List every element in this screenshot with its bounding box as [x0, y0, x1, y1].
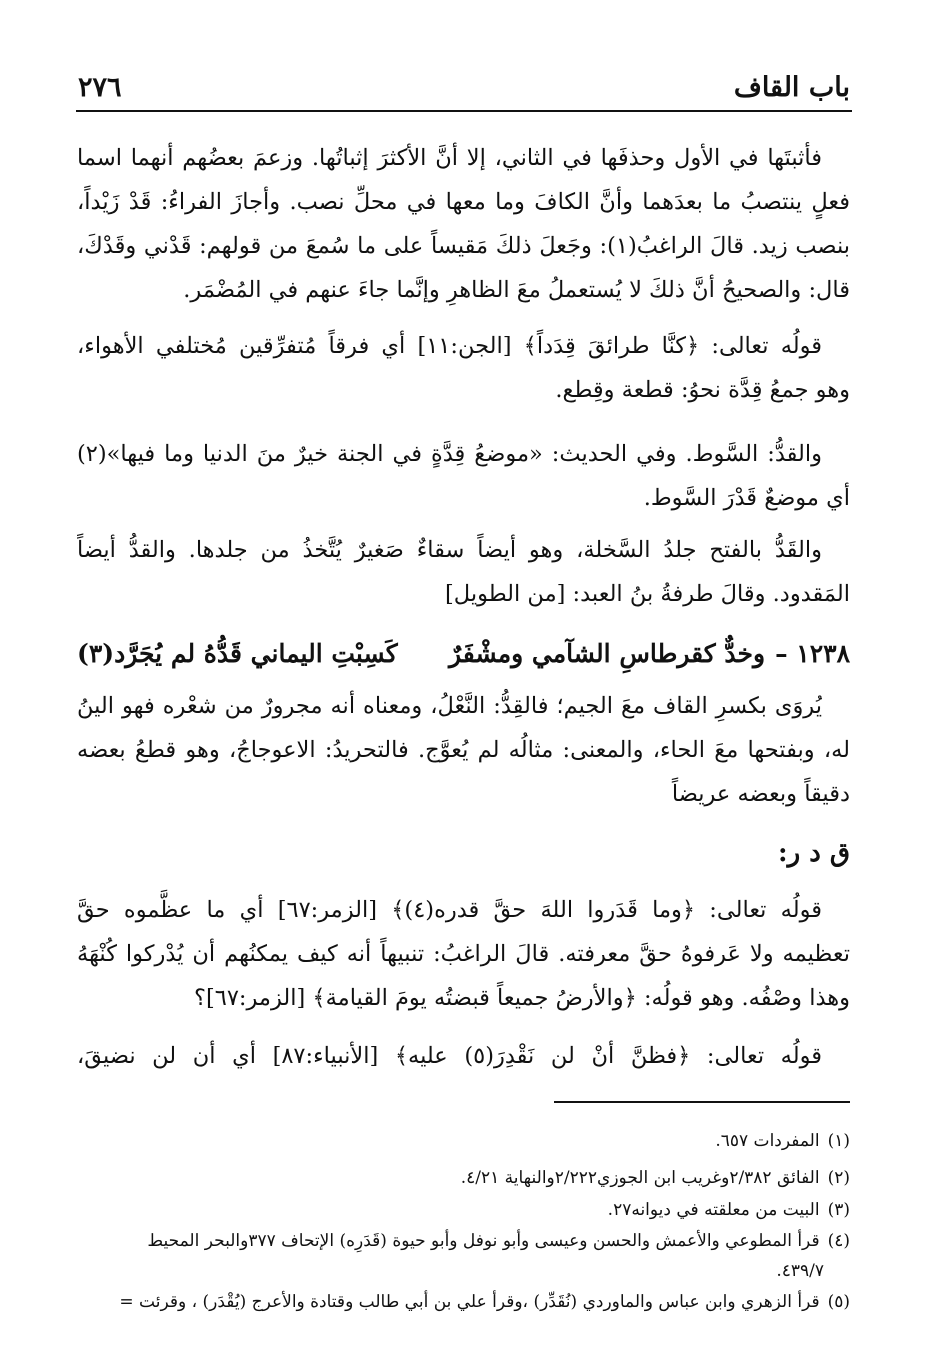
- body-line: وهو جمعُ قِدَّة نحوُ: قطعة وقِطع.: [555, 377, 850, 403]
- body-line: والقَدُّ بالفتح جلدُ السَّخلة، وهو أيضاً سقاءٌ صَغيرٌ يُتَّخذُ من جلدها. والقدُّ أيضاً: [77, 537, 822, 563]
- footnote-number: (٢): [827, 1168, 850, 1188]
- footnote-number: (٣): [827, 1200, 850, 1220]
- footnote-text: الفائق ٢/٣٨٢وغريب ابن الجوزي٢/٢٢٢والنهاية ٤/٢١.: [460, 1168, 820, 1188]
- footnote: [77, 1165, 850, 1191]
- section-heading: ق د ر:: [777, 838, 850, 868]
- verse-number: ١٢٣٨ –: [775, 638, 850, 668]
- footnote-continuation: [77, 1258, 824, 1284]
- page-number: ٢٧٦: [78, 71, 122, 103]
- footnote: [77, 1128, 850, 1154]
- body-line: المَقدود. وقالَ طرفةُ بنُ العبد: [من الطويل]: [445, 581, 850, 607]
- footnote-rule: [554, 1101, 850, 1103]
- footnote-text: ٤٣٩/٧.: [776, 1261, 824, 1281]
- body-line: قال: والصحيحُ أنَّ ذلكَ لا يُستعملُ معَ الظاهرِ وإنَّما جاءَ عنهم في المُضْمَر.: [183, 277, 850, 303]
- body-line: له، وبفتحها معَ الحاء، والمعنى: مثالُه لم يُعوَّج. فالتحريدُ: الاعوجاجُ، وهو قطعُ بعضه: [77, 737, 850, 763]
- body-line: فعلٍ ينتصبُ ما بعدَهما وأنَّ الكافَ وما معها في محلِّ نصب. وأجازَ الفراءُ: قَدْ زَيْداً،: [77, 189, 850, 215]
- poem-verse: [77, 628, 850, 678]
- chapter-title: باب القاف: [733, 71, 850, 103]
- footnote: [77, 1228, 850, 1254]
- footnote-text: المفردات ٦٥٧.: [715, 1131, 820, 1151]
- body-line: قولُه تعالى: ﴿فظنَّ أنْ لن نَقْدِرَ(٥) عليه﴾ [الأنبياء:٨٧] أي أن لن نضيقَ،: [77, 1043, 822, 1069]
- header-rule: [76, 110, 852, 112]
- footnote-text: قرأ الزهري وابن عباس والماوردي (نُقَدِّر) ،وقرأ علي بن أبي طالب وقتادة والأعرج (يُقْدَر) ، وقرئت =: [119, 1292, 820, 1312]
- body-line: والقدُّ: السَّوط. وفي الحديث: «موضعُ قِدَّةٍ في الجنة خيرٌ منَ الدنيا وما فيها»(٢): [77, 441, 822, 467]
- footnote-number: (٥): [827, 1292, 850, 1312]
- footnote-text: البيت من معلقته في ديوانه٢٧.: [607, 1200, 820, 1220]
- footnote: [77, 1197, 850, 1223]
- body-line: تعظيمه ولا عَرفوهُ حقَّ معرفته. قالَ الراغبُ: تنبيهاً أنه كيف يمكنُهم أن يُدْركوا كُنْهَهُ: [77, 941, 850, 967]
- body-line: أي موضعٌ قَدْرَ السَّوط.: [643, 485, 850, 511]
- footnote-number: (٤): [827, 1231, 850, 1251]
- body-line: دقيقاً وبعضه عريضاً: [671, 781, 850, 807]
- footnote-text: قرأ المطوعي والأعمش والحسن وعيسى وأبو نوفل وأبو حيوة (قَدَرِه) الإتحاف ٣٧٧والبحر المحيط: [147, 1231, 820, 1251]
- body-line: قولُه تعالى: ﴿كنَّا طرائقَ قِدَداً﴾ [الجن:١١] أي فرقاً مُتفرِّقين مُختلفي الأهواء،: [77, 333, 822, 359]
- body-line: وهذا وصْفُه. وهو قولُه: ﴿والأرضُ جميعاً قبضتُه يومَ القيامة﴾ [الزمر:٦٧]؟: [194, 985, 850, 1011]
- running-header: [78, 70, 850, 104]
- verse-first-hemistich: وخدٌّ كقرطاسِ الشآمي ومشْفَرٌ: [449, 638, 766, 668]
- footnote-number: (١): [827, 1131, 850, 1151]
- body-line: يُروَى بكسرِ القاف معَ الجيم؛ فالقِدُّ: النَّعْلُ، ومعناه أنه مجرورٌ من شعْره فهو الينُ: [77, 693, 822, 719]
- verse-second-hemistich: كَسِبْتِ اليماني قَدُّهُ لم يُجَرَّد(٣): [77, 638, 398, 668]
- footnote: [77, 1289, 850, 1315]
- body-line: بنصب زيد. قالَ الراغبُ(١): وجَعلَ ذلكَ مَقيساً على ما سُمعَ من قولهم: قَدْني وقَدْكَ،: [77, 233, 850, 259]
- body-line: قولُه تعالى: ﴿وما قَدَروا اللهَ حقَّ قدره(٤)﴾ [الزمر:٦٧] أي ما عظَّموه حقَّ: [77, 897, 822, 923]
- body-line: فأثبتَها في الأول وحذفَها في الثاني، إلا أنَّ الأكثرَ إثباتُها. وزعمَ بعضُهم أنهما اسما: [77, 145, 822, 171]
